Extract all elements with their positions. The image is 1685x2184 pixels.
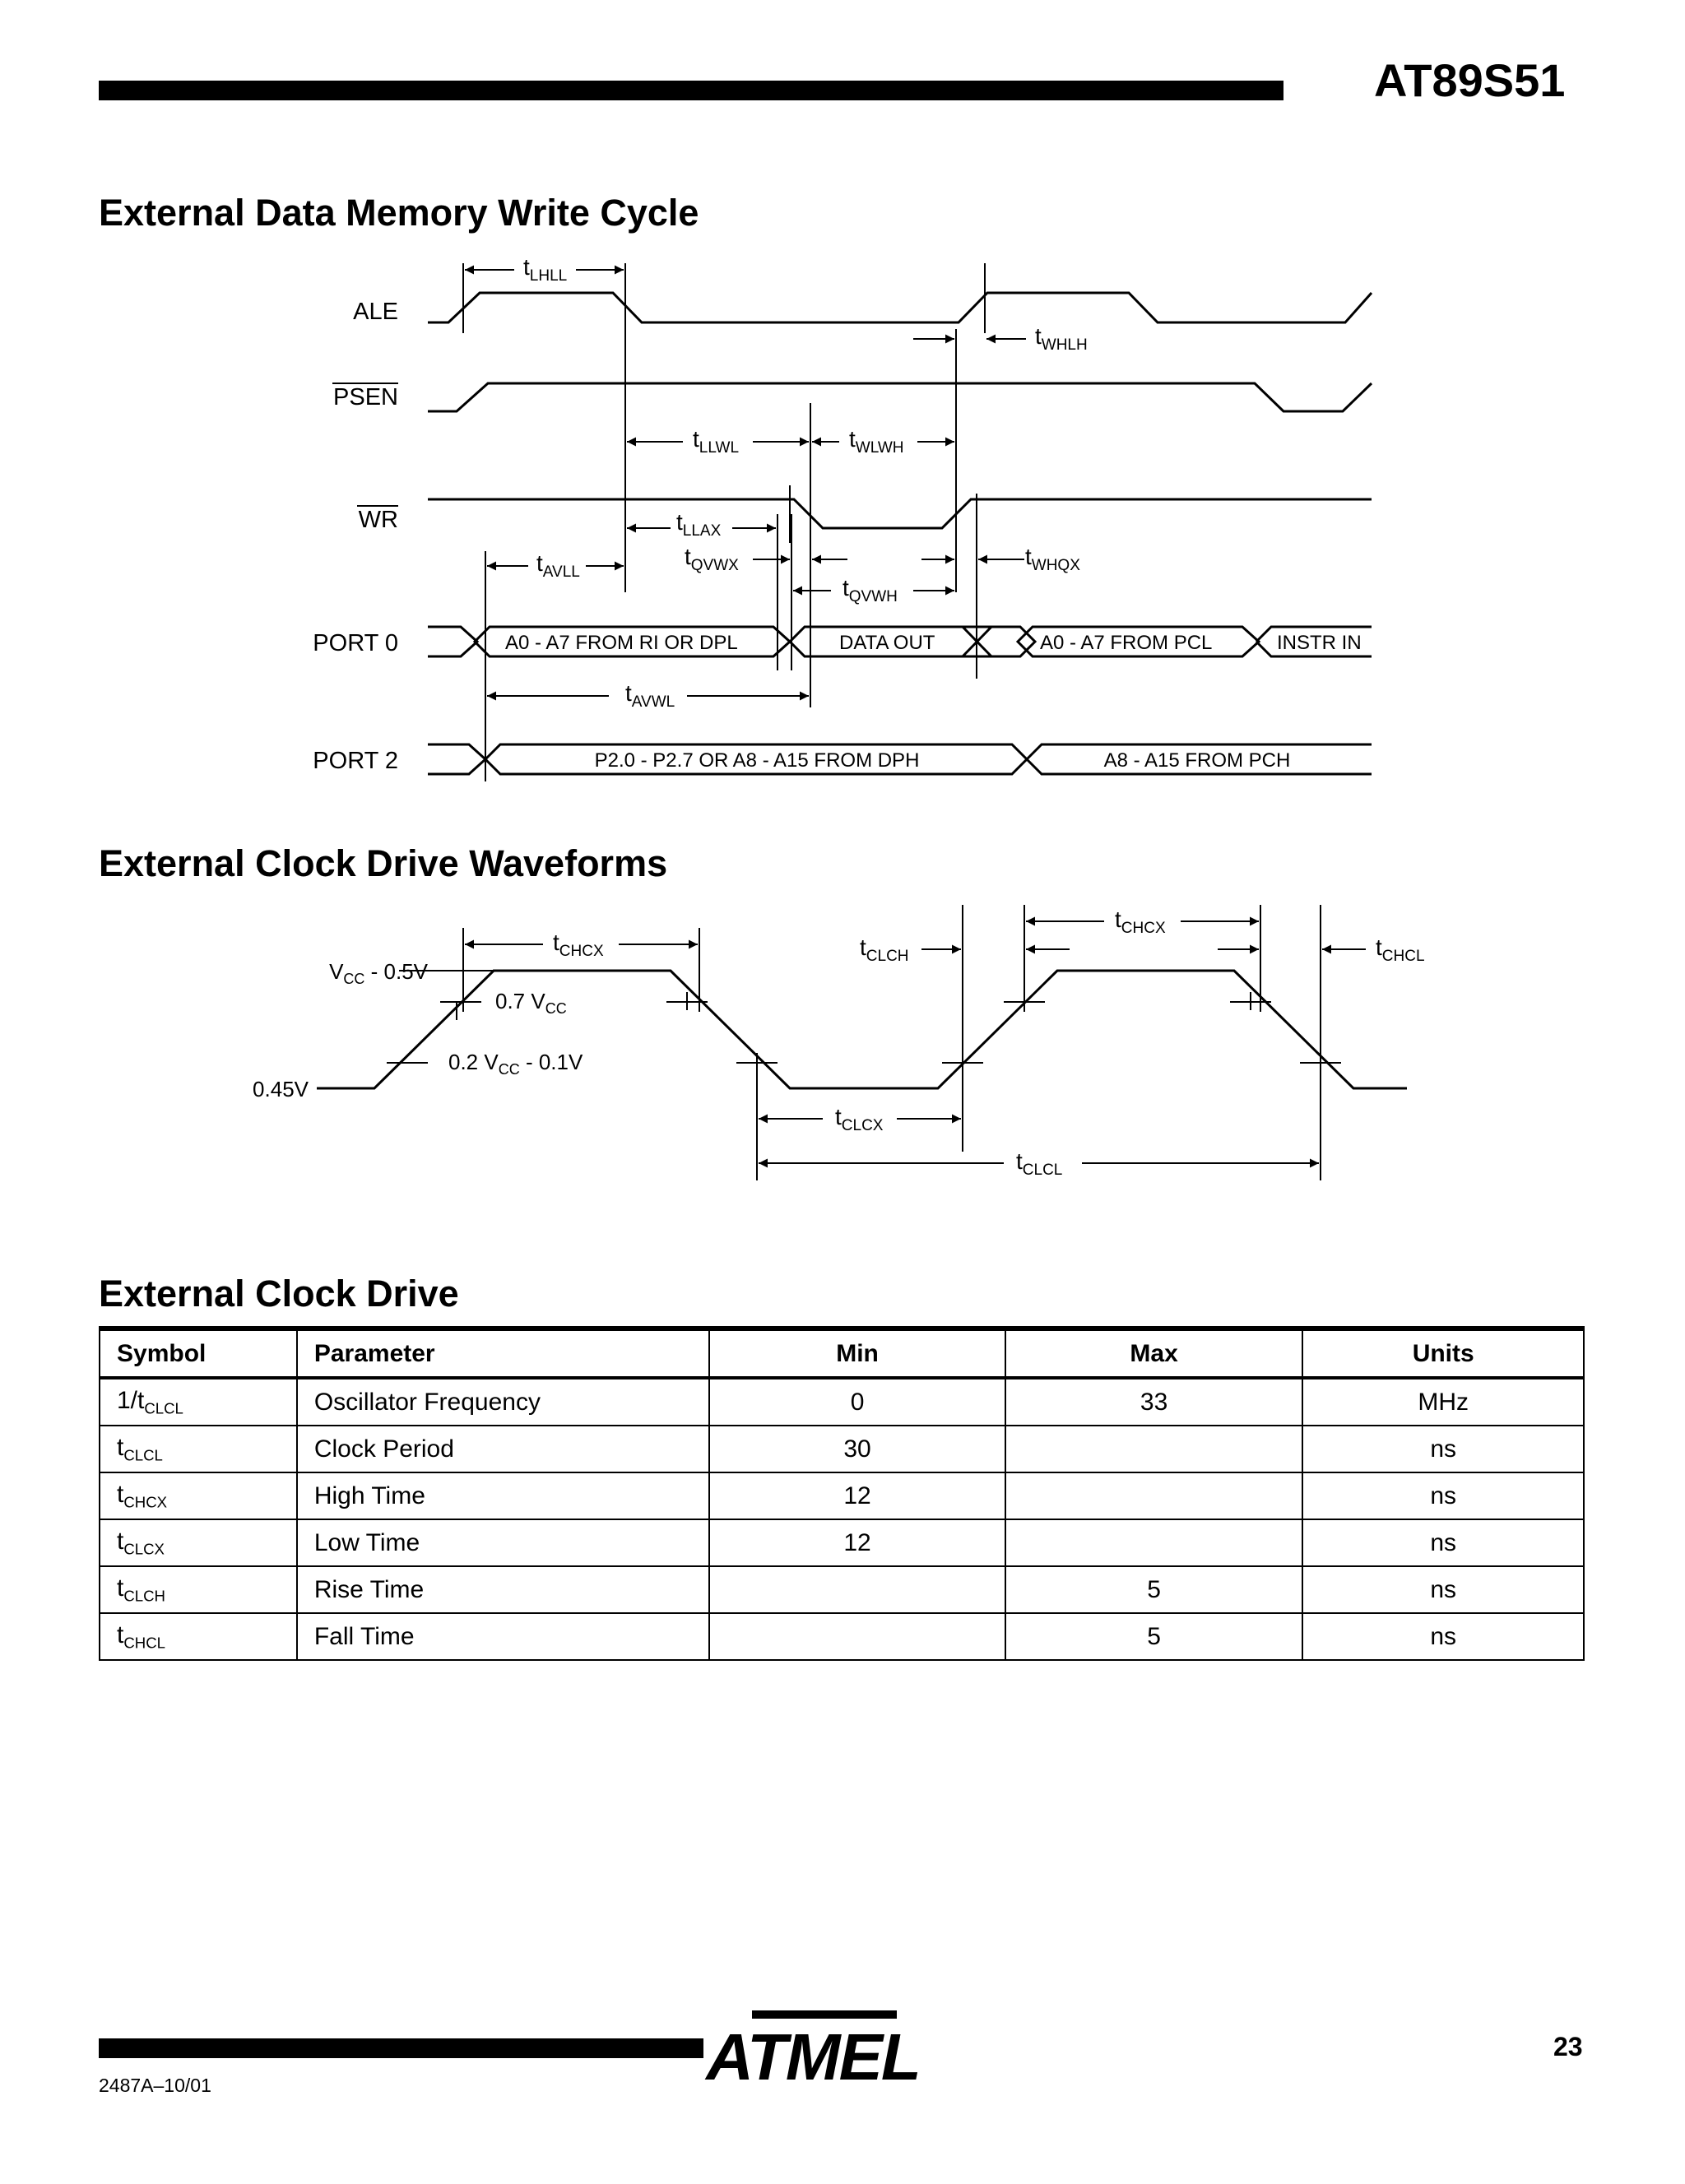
table-header-row [100, 1328, 1584, 1378]
row-min: 12 [709, 1472, 1005, 1519]
table-row [100, 1426, 1584, 1472]
tclcl-label: $t_{CLCL}$ [1016, 1148, 1063, 1179]
row-min [709, 1566, 1005, 1613]
header-min: Min [709, 1328, 1005, 1378]
tchcx-label-2: $t_{CHCX}$ [1115, 907, 1166, 937]
document-code: 2487A–10/01 [99, 2075, 211, 2096]
header-parameter: Parameter [297, 1328, 709, 1378]
tchcl-label: $t_{CHCL}$ [1376, 934, 1425, 965]
ale-waveform [428, 293, 1372, 322]
clock-drive-table [99, 1326, 1585, 1661]
table-row [100, 1566, 1584, 1613]
atmel-logo-text: ATMEL [706, 2020, 920, 2094]
vlow-label: 0.45V [253, 1077, 309, 1101]
table-row [100, 1378, 1584, 1426]
row-symbol: $t_{CLCH}$ [100, 1566, 297, 1613]
row-parameter: Clock Period [297, 1426, 709, 1472]
row-parameter: Rise Time [297, 1566, 709, 1613]
row-min: 30 [709, 1426, 1005, 1472]
twlwh-label: $t_{WLWH}$ [849, 426, 904, 457]
tllwl-label: $t_{LLWL}$ [693, 426, 740, 457]
tavwl-label: $t_{AVWL}$ [625, 680, 675, 711]
tchcx-label-1: $t_{CHCX}$ [553, 930, 604, 960]
header-symbol: Symbol [100, 1328, 297, 1378]
row-max: 5 [1005, 1613, 1303, 1660]
vil-label: 0.2 $V_{CC} - 0.1V$ [448, 1050, 583, 1078]
row-parameter: High Time [297, 1472, 709, 1519]
vih-label: 0.7 $V_{CC}$ [495, 989, 567, 1017]
row-units: ns [1302, 1519, 1584, 1566]
atmel-logo [706, 2007, 920, 2094]
twhqx-label: $t_{WHQX}$ [1025, 544, 1080, 574]
row-units: ns [1302, 1426, 1584, 1472]
port0-address-dpl: A0 - A7 FROM RI OR DPL [505, 632, 738, 654]
header-units: Units [1302, 1328, 1584, 1378]
table-row [100, 1613, 1584, 1660]
row-units: MHz [1302, 1378, 1584, 1426]
tqvwh-label: $t_{QVWH}$ [842, 575, 898, 605]
clock-waveform-diagram [0, 888, 1685, 1201]
row-max: 33 [1005, 1378, 1303, 1426]
row-min: 0 [709, 1378, 1005, 1426]
row-min [709, 1613, 1005, 1660]
port0-data-out: DATA OUT [839, 632, 935, 654]
port0-label: PORT 0 [313, 630, 398, 656]
table-row [100, 1519, 1584, 1566]
tlhll-label: $t_{LHLL}$ [523, 254, 568, 285]
twhlh-label: $t_{WHLH}$ [1035, 323, 1088, 354]
row-units: ns [1302, 1613, 1584, 1660]
wr-waveform [428, 499, 1372, 528]
row-symbol: $t_{CHCL}$ [100, 1613, 297, 1660]
write-cycle-title: External Data Memory Write Cycle [99, 192, 699, 234]
clock-drive-title: External Clock Drive [99, 1273, 459, 1315]
row-units: ns [1302, 1566, 1584, 1613]
port2-address-dph: P2.0 - P2.7 OR A8 - A15 FROM DPH [594, 749, 920, 772]
row-max [1005, 1426, 1303, 1472]
port0-instr-in: INSTR IN [1277, 632, 1362, 654]
ale-label: ALE [353, 299, 398, 325]
row-max: 5 [1005, 1566, 1303, 1613]
tclcx-label: $t_{CLCX}$ [835, 1104, 884, 1134]
tqvwx-label: $t_{QVWX}$ [685, 544, 739, 574]
row-max [1005, 1472, 1303, 1519]
header-max: Max [1005, 1328, 1303, 1378]
row-symbol: $t_{CHCX}$ [100, 1472, 297, 1519]
port0-address-pcl: A0 - A7 FROM PCL [1040, 632, 1213, 654]
wr-label: WR [358, 507, 398, 533]
clock-waveforms-title: External Clock Drive Waveforms [99, 842, 668, 884]
port2-label: PORT 2 [313, 748, 398, 774]
psen-label: PSEN [333, 384, 398, 410]
part-number: AT89S51 [1374, 54, 1566, 106]
page-number: 23 [1553, 2032, 1583, 2061]
row-min: 12 [709, 1519, 1005, 1566]
tllax-label: $t_{LLAX}$ [676, 509, 722, 540]
row-symbol: $t_{CLCX}$ [100, 1519, 297, 1566]
vcc-minus-label: $V_{CC} - 0.5V$ [329, 959, 428, 987]
row-symbol: $1/t_{CLCL}$ [100, 1378, 297, 1426]
row-units: ns [1302, 1472, 1584, 1519]
row-max [1005, 1519, 1303, 1566]
footer-rule [99, 2038, 703, 2058]
tclch-label: $t_{CLCH}$ [860, 934, 909, 965]
tavll-label: $t_{AVLL}$ [536, 550, 580, 581]
port2-address-pch: A8 - A15 FROM PCH [1103, 749, 1291, 772]
table-row [100, 1472, 1584, 1519]
row-parameter: Fall Time [297, 1613, 709, 1660]
row-parameter: Oscillator Frequency [297, 1378, 709, 1426]
write-cycle-diagram [0, 0, 1685, 823]
row-symbol: $t_{CLCL}$ [100, 1426, 297, 1472]
psen-waveform [428, 383, 1372, 411]
row-parameter: Low Time [297, 1519, 709, 1566]
